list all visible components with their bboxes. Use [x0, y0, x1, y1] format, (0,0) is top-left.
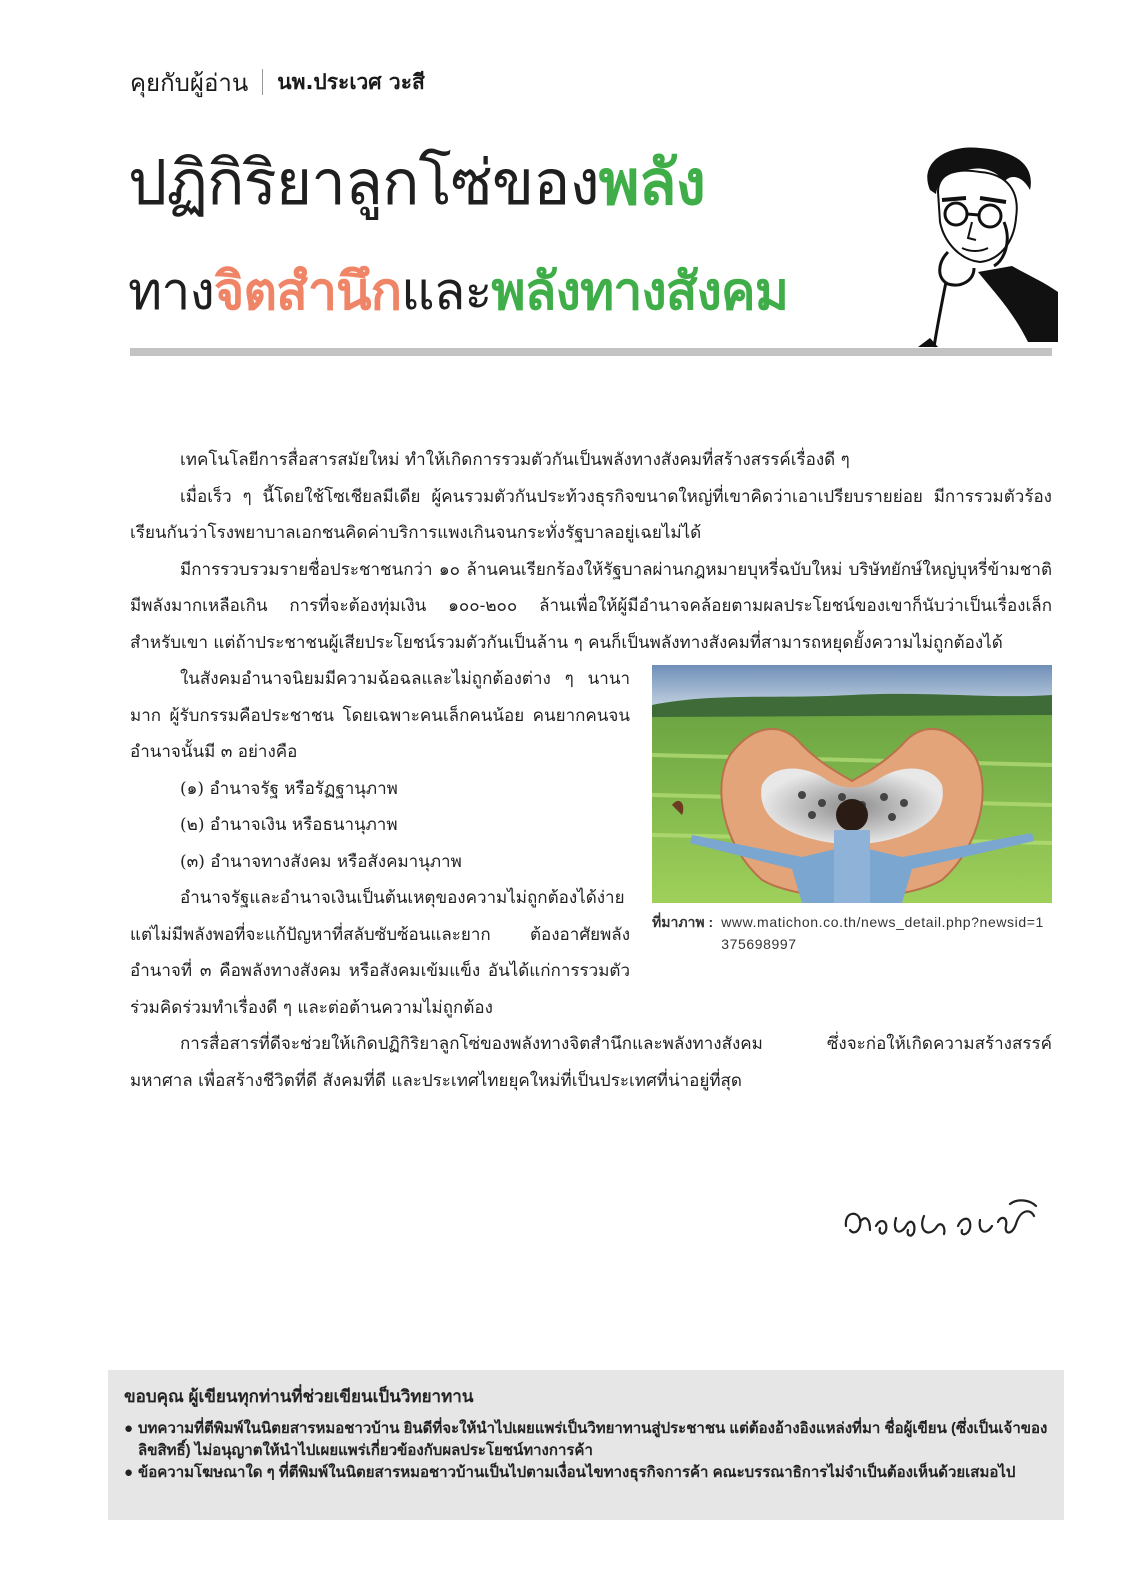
title-line2-dark-b: และ: [401, 262, 492, 322]
power-list-item-1: (๑) อำนาจรัฐ หรือรัฏฐานุภาพ: [180, 778, 398, 799]
bullet-icon: ●: [124, 1464, 134, 1481]
bullet-icon: ●: [124, 1420, 134, 1437]
column-header: [130, 62, 425, 102]
caption-source-url: www.matichon.co.th/news_detail.php?newsid=1375698997: [721, 914, 1044, 952]
article-figure: [652, 665, 1052, 955]
title-line1-green: พลัง: [598, 146, 705, 219]
title-line1-dark: ปฏิกิริยาลูกโซ่ของ: [128, 146, 599, 219]
hands-holding-crowd-photo: [652, 665, 1052, 903]
paragraph-4: ในสังคมอำนาจนิยมมีความฉ้อฉลและไม่ถูกต้องต่าง ๆ นานามาก ผู้รับกรรมคือประชาชน โดยเฉพาะคนเล็กคนน้อย คนยากคนจน อำนาจนั้นมี ๓ อย่างคือ: [130, 669, 630, 762]
author-signature: [840, 1186, 1050, 1256]
article-title: [128, 146, 918, 332]
acknowledgement-item-1-text: บทความที่ตีพิมพ์ในนิตยสารหมอชาวบ้าน ยินดีที่จะให้นำไปเผยแพร่เป็นวิทยาทานสู่ประชาชน แต่ต้องอ้างอิงแหล่งที่มา ชื่อผู้เขียน (ซึ่งเป็นเจ้าของลิขสิทธิ์) ไม่อนุญาตให้นำไปเผยแพร่เกี่ยวข้องกับผลประโยชน์ทางการค้า: [138, 1420, 1048, 1459]
title-line2-green: พลังทางสังคม: [491, 262, 788, 322]
acknowledgement-item-1: [124, 1418, 1050, 1462]
title-underline: [130, 348, 1052, 356]
author-portrait-illustration: [908, 142, 1058, 354]
title-line-2: [128, 262, 918, 332]
figure-caption: [652, 911, 1052, 955]
acknowledgement-box: [108, 1370, 1064, 1520]
power-list-item-3: (๓) อำนาจทางสังคม หรือสังคมานุภาพ: [180, 851, 462, 872]
acknowledgement-item-2-text: ข้อความโฆษณาใด ๆ ที่ตีพิมพ์ในนิตยสารหมอชาวบ้านเป็นไปตามเงื่อนไขทางธุรกิจการค้า คณะบรรณาธิการไม่จำเป็นต้องเห็นด้วยเสมอไป: [138, 1464, 1016, 1481]
acknowledgement-title: ขอบคุณ ผู้เขียนทุกท่านที่ช่วยเขียนเป็นวิทยาทาน: [124, 1387, 474, 1406]
paragraph-6: การสื่อสารที่ดีจะช่วยให้เกิดปฏิกิริยาลูกโซ่ของพลังทางจิตสำนึกและพลังทางสังคม ซึ่งจะก่อให้เกิดความสร้างสรรค์มหาศาล เพื่อสร้างชีวิตที่ดี สังคมที่ดี และประเทศไทยยุคใหม่ที่เป็นประเทศที่น่าอยู่ที่สุด: [130, 1034, 1052, 1091]
paragraph-3: มีการรวบรวมรายชื่อประชาชนกว่า ๑๐ ล้านคนเรียกร้องให้รัฐบาลผ่านกฎหมายบุหรี่ฉบับใหม่ บริษัทยักษ์ใหญ่บุหรี่ข้ามชาติมีพลังมากเหลือเกิน การที่จะต้องทุ่มเงิน ๑๐๐-๒๐๐ ล้านเพื่อให้ผู้มีอำนาจคล้อยตามผลประโยชน์ของเขาก็นับว่าเป็นเรื่องเล็กสำหรับเขา แต่ถ้าประชาชนผู้เสียประโยชน์รวมตัวกันเป็นล้าน ๆ คนก็เป็นพลังทางสังคมที่สามารถหยุดยั้งความไม่ถูกต้องได้: [130, 559, 1052, 653]
title-line-1: [128, 146, 918, 244]
acknowledgement-item-2: [124, 1462, 1050, 1484]
paragraph-2: เมื่อเร็ว ๆ นี้โดยใช้โซเชียลมีเดีย ผู้คนรวมตัวกันประท้วงธุรกิจขนาดใหญ่ที่เขาคิดว่าเอาเปรียบรายย่อย มีการรวมตัวร้องเรียนกันว่าโรงพยาบาลเอกชนคิดค่าบริการแพงเกินจนกระทั่งรัฐบาลอยู่เฉยไม่ได้: [130, 486, 1052, 543]
power-list-item-2: (๒) อำนาจเงิน หรือธนานุภาพ: [180, 815, 398, 835]
article-body: [130, 442, 1052, 1099]
paragraph-1: เทคโนโลยีการสื่อสารสมัยใหม่ ทำให้เกิดการรวมตัวกันเป็นพลังทางสังคมที่สร้างสรรค์เรื่องดี ๆ: [180, 450, 850, 470]
author-name: นพ.ประเวศ วะสี: [277, 69, 425, 94]
title-line2-coral: จิตสำนึก: [213, 262, 402, 322]
column-name: คุยกับผู้อ่าน: [130, 68, 249, 97]
title-line2-dark-a: ทาง: [128, 262, 214, 322]
paragraph-5: อำนาจรัฐและอำนาจเงินเป็นต้นเหตุของความไม่ถูกต้องได้ง่าย แต่ไม่มีพลังพอที่จะแก้ปัญหาที่สลับซับซ้อนและยาก ต้องอาศัยพลังอำนาจที่ ๓ คือพลังทางสังคม หรือสังคมเข้มแข็ง อันได้แก่การรวมตัวร่วมคิดร่วมทำเรื่องดี ๆ และต่อต้านความไม่ถูกต้อง: [130, 888, 630, 1018]
caption-label: ที่มาภาพ :: [652, 914, 714, 930]
header-divider: [262, 69, 263, 95]
